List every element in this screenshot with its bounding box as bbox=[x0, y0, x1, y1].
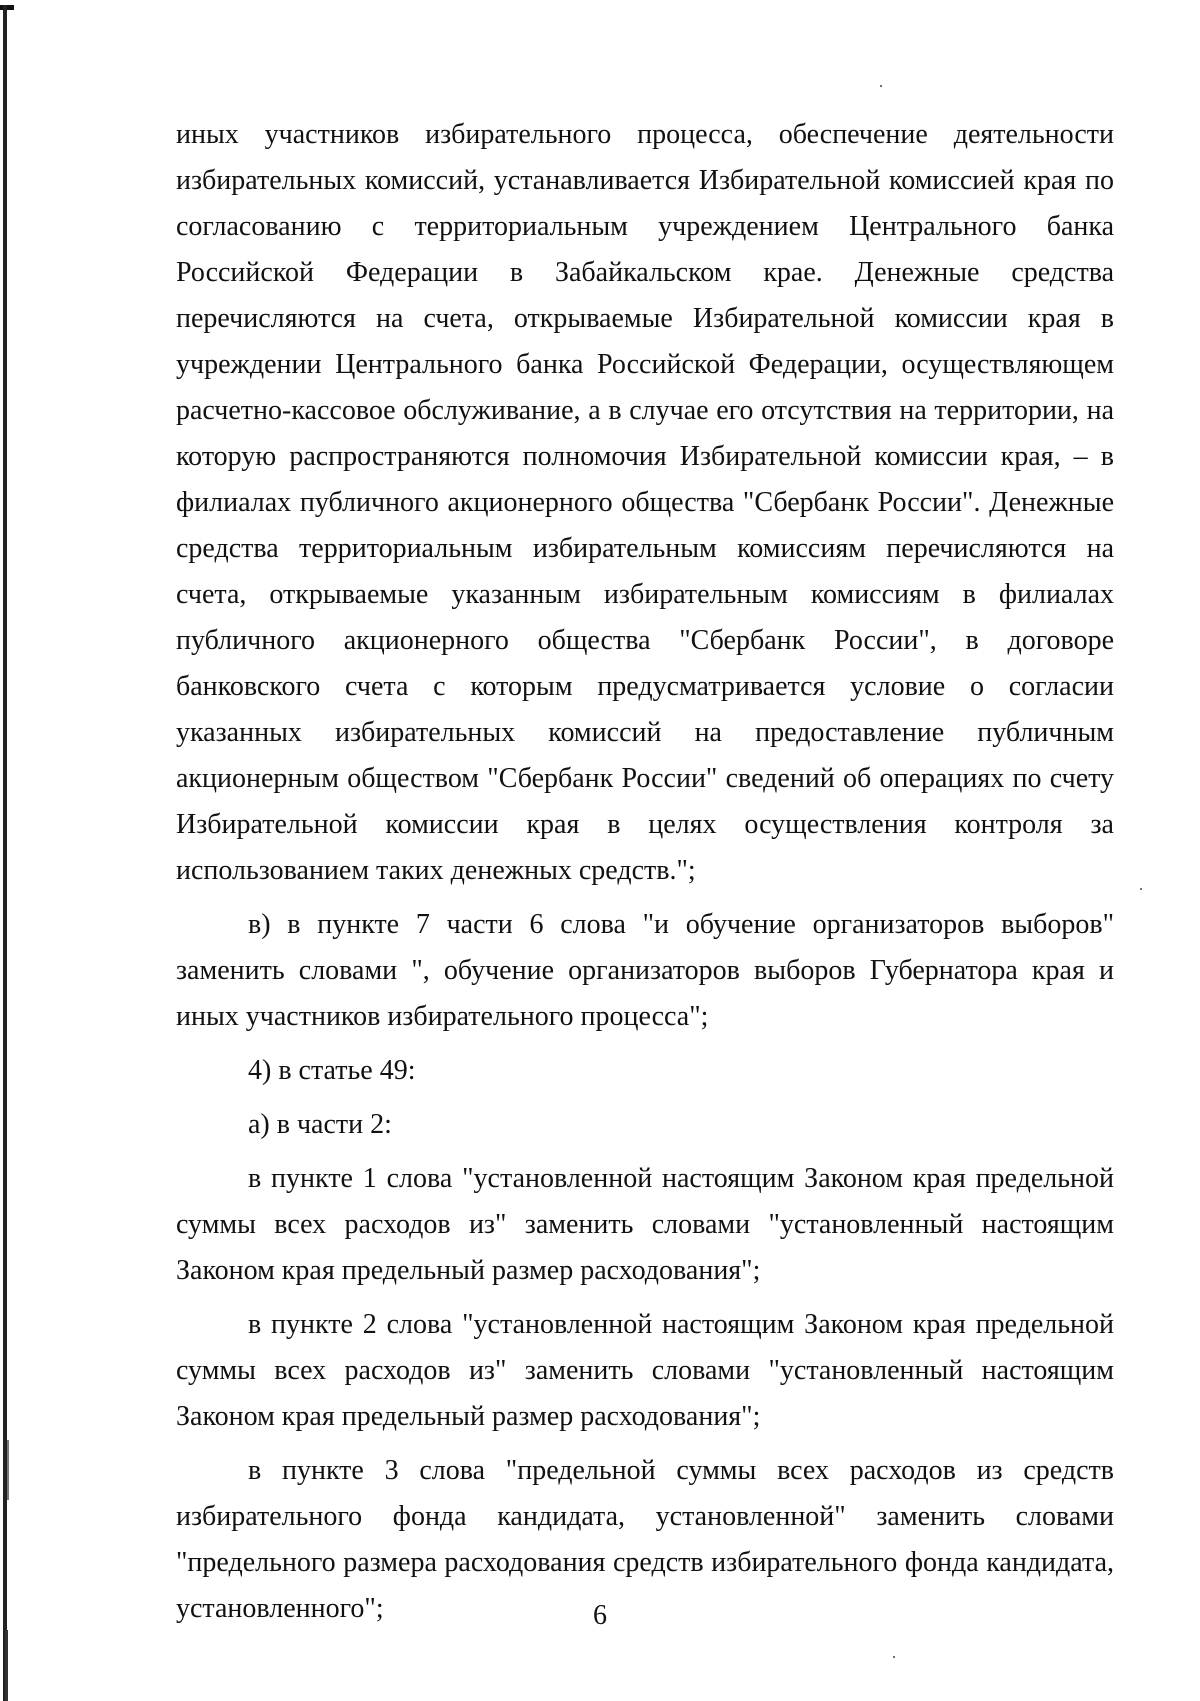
document-body bbox=[176, 112, 1114, 1632]
scan-speck bbox=[880, 85, 882, 87]
paragraph: в пункте 1 слова "установленной настоящим Законом края предельной суммы всех расходов из" заменить словами "установленный настоящим Законом края предельный размер расходования"; bbox=[176, 1163, 1114, 1286]
paragraph: в) в пункте 7 части 6 слова "и обучение организаторов выборов" заменить словами ", обучение организаторов выборов Губернатора края и иных участников избирательного процесса"; bbox=[176, 909, 1114, 1032]
scan-speck bbox=[893, 1656, 895, 1658]
scan-edge-line bbox=[7, 1440, 9, 1500]
paragraph: 4) в статье 49: bbox=[248, 1055, 416, 1086]
scan-edge-line bbox=[5, 1630, 8, 1701]
page-number: 6 bbox=[593, 1600, 607, 1631]
paragraph: а) в части 2: bbox=[248, 1109, 392, 1140]
paragraph: иных участников избирательного процесса, обеспечение деятельности избирательных комиссий, устанавливается Избирательной комиссией края по согласованию с территориальным учреждением Центрального банка Российской Федерации в Забайкальском крае. Денежные средства перечисляются на счета, открываемые Избирательной комиссии края в учреждении Центрального банка Российской Федерации, осуществляющем расчетно-кассовое обслуживание, а в случае его отсутствия на территории, на которую распространяются полномочия Избирательной комиссии края, – в филиалах публичного акционерного общества "Сбербанк России". Денежные средства территориальным избирательным комиссиям перечисляются на счета, открываемые указанным избирательным комиссиям в филиалах публичного акционерного общества "Сбербанк России", в договоре банковского счета с которым предусматривается условие о согласии указанных избирательных комиссий на предоставление публичным акционерным обществом "Сбербанк России" сведений об операциях по счету Избирательной комиссии края в целях осуществления контроля за использованием таких денежных средств."; bbox=[176, 119, 1114, 886]
paragraph: в пункте 3 слова "предельной суммы всех расходов из средств избирательного фонда кандидата, установленной" заменить словами "предельного размера расходования средств избирательного фонда кандидата, установленного"; bbox=[176, 1455, 1114, 1624]
scan-speck bbox=[1140, 888, 1142, 890]
paragraph: в пункте 2 слова "установленной настоящим Законом края предельной суммы всех расходов из" заменить словами "установленный настоящим Законом края предельный размер расходования"; bbox=[176, 1309, 1114, 1432]
